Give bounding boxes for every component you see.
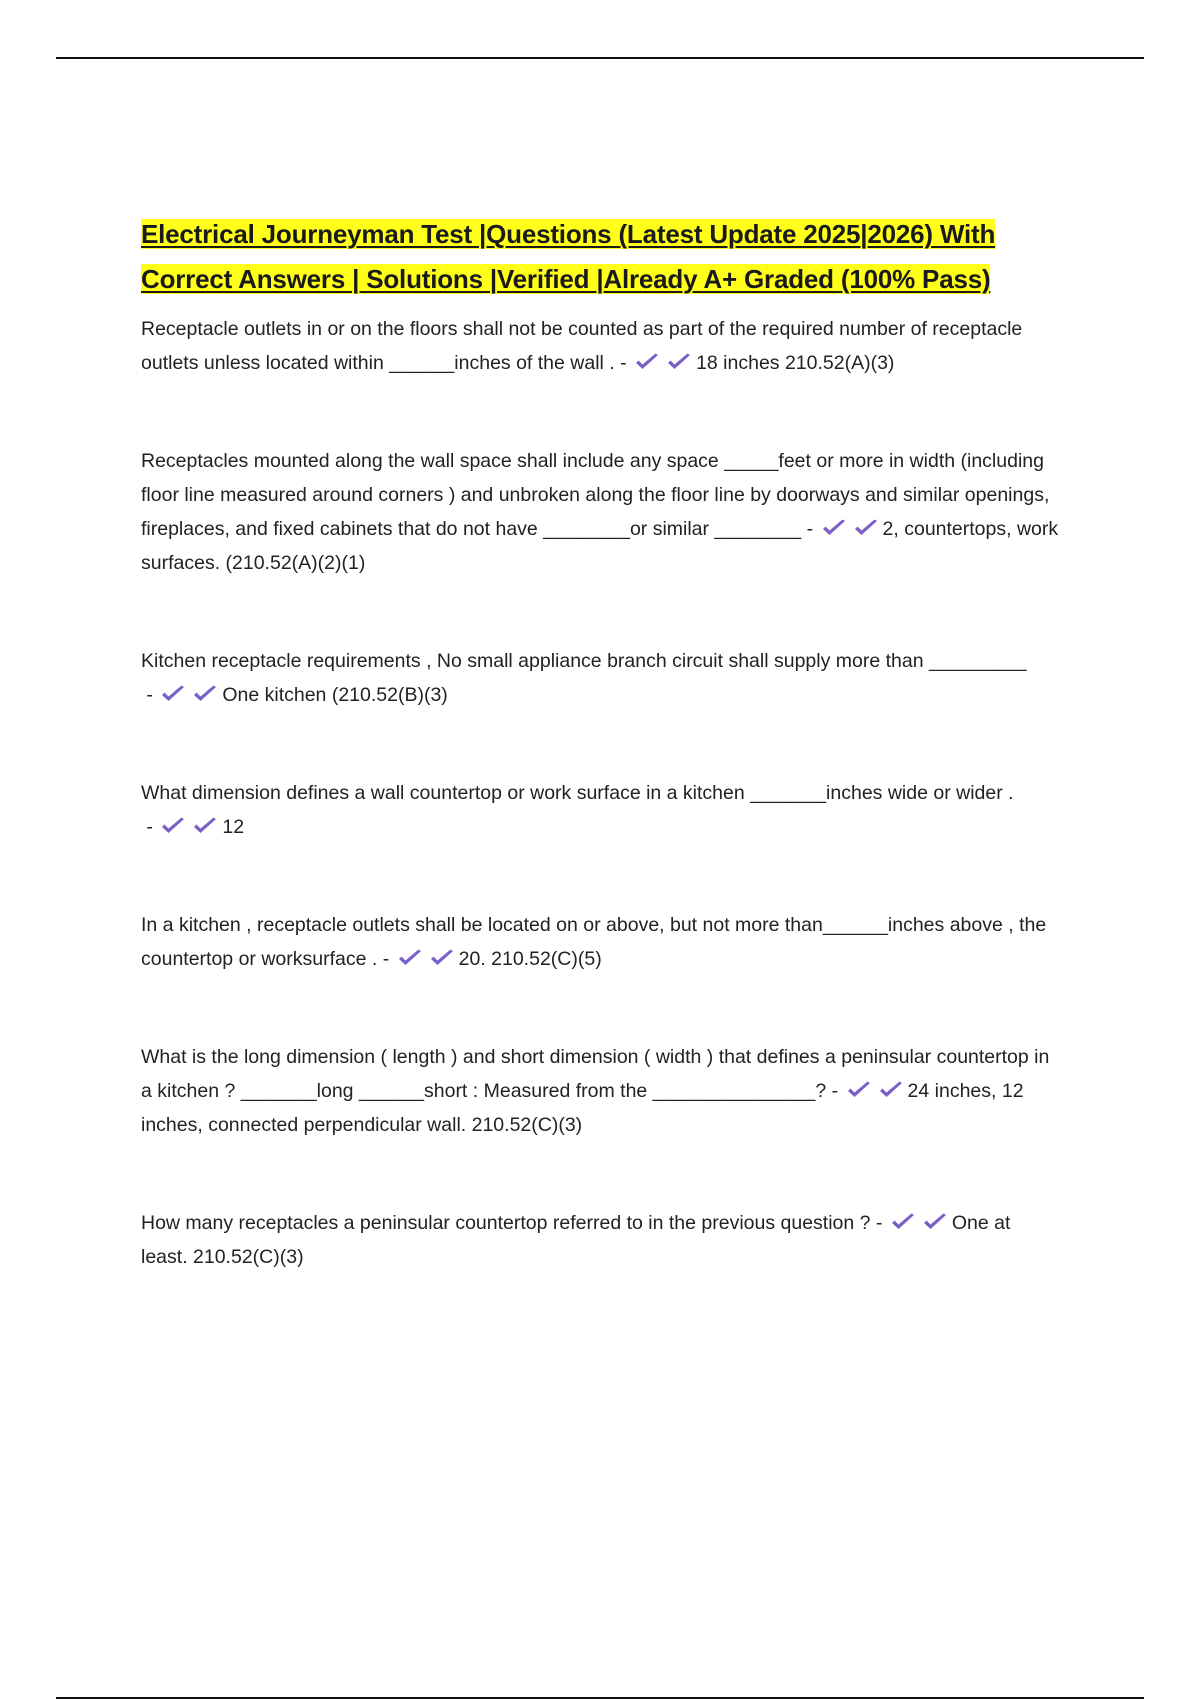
- double-check-mark: [160, 816, 218, 836]
- check-mark-icon: [853, 518, 879, 538]
- question-item: [141, 444, 1061, 580]
- double-check-mark: [821, 518, 879, 538]
- bottom-rule: [56, 1697, 1144, 1699]
- check-mark-icon: [666, 352, 692, 372]
- check-mark-icon: [192, 816, 218, 836]
- double-check-mark: [397, 948, 455, 968]
- answer-separator: -: [826, 1080, 844, 1102]
- answer-text: One at least. 210.52(C)(3): [141, 1212, 1011, 1268]
- question-text: Receptacles mounted along the wall space shall include any space _____feet or more in width (including floor line measured around corners ) and unbroken along the floor line by doorways and similar openings, fireplaces, and fixed cabinets that do not have ________or similar ________: [141, 450, 1050, 540]
- question-text: In a kitchen , receptacle outlets shall be located on or above, but not more than______inches above , the countertop or worksurface .: [141, 914, 1047, 970]
- question-item: [141, 776, 1061, 844]
- question-item: [141, 644, 1061, 712]
- double-check-mark: [890, 1212, 948, 1232]
- question-item: [141, 1206, 1061, 1274]
- answer-separator: -: [377, 948, 395, 970]
- check-mark-icon: [878, 1080, 904, 1100]
- top-rule: [56, 57, 1144, 59]
- question-item: [141, 1040, 1061, 1142]
- answer-text: 20. 210.52(C)(5): [458, 948, 602, 970]
- question-text: How many receptacles a peninsular countertop referred to in the previous question ?: [141, 1212, 871, 1234]
- check-mark-icon: [922, 1212, 948, 1232]
- question-text: What dimension defines a wall countertop or work surface in a kitchen _______inches wide or wider .: [141, 782, 1014, 804]
- answer-separator: -: [614, 352, 633, 374]
- document-title-text: Electrical Journeyman Test |Questions (Latest Update 2025|2026) With Correct Answers | Solutions |Verified |Already A+ Graded (100% Pass): [141, 219, 996, 294]
- answer-separator: -: [141, 684, 159, 706]
- double-check-mark: [160, 684, 218, 704]
- question-item: [141, 908, 1061, 976]
- check-mark-icon: [192, 684, 218, 704]
- question-text: What is the long dimension ( length ) and short dimension ( width ) that defines a peninsular countertop in a kitchen ? _______long ______short : Measured from the _______________?: [141, 1046, 1050, 1102]
- check-mark-icon: [160, 684, 186, 704]
- check-mark-icon: [821, 518, 847, 538]
- check-mark-icon: [846, 1080, 872, 1100]
- check-mark-icon: [160, 816, 186, 836]
- answer-text: 12: [222, 816, 245, 838]
- check-mark-icon: [397, 948, 423, 968]
- answer-separator: -: [141, 816, 159, 838]
- answer-text: 18 inches 210.52(A)(3): [696, 352, 895, 374]
- question-text: Kitchen receptacle requirements , No small appliance branch circuit shall supply more than _________: [141, 650, 1027, 672]
- answer-text: One kitchen (210.52(B)(3): [222, 684, 448, 706]
- question-text: Receptacle outlets in or on the floors shall not be counted as part of the required number of receptacle outlets unless located within ______inches of the wall .: [141, 318, 1023, 374]
- answer-separator: -: [801, 518, 819, 540]
- answer-text: 24 inches, 12 inches, connected perpendicular wall. 210.52(C)(3): [141, 1080, 1024, 1136]
- double-check-mark: [846, 1080, 904, 1100]
- question-list: [141, 312, 1061, 1274]
- check-mark-icon: [429, 948, 455, 968]
- answer-text: 2, countertops, work surfaces. (210.52(A)(2)(1): [141, 518, 1059, 574]
- question-item: [141, 312, 1061, 380]
- answer-separator: -: [870, 1212, 888, 1234]
- document-title: [141, 212, 1061, 302]
- double-check-mark: [634, 352, 692, 372]
- check-mark-icon: [890, 1212, 916, 1232]
- document-body: [141, 212, 1061, 1274]
- check-mark-icon: [634, 352, 660, 372]
